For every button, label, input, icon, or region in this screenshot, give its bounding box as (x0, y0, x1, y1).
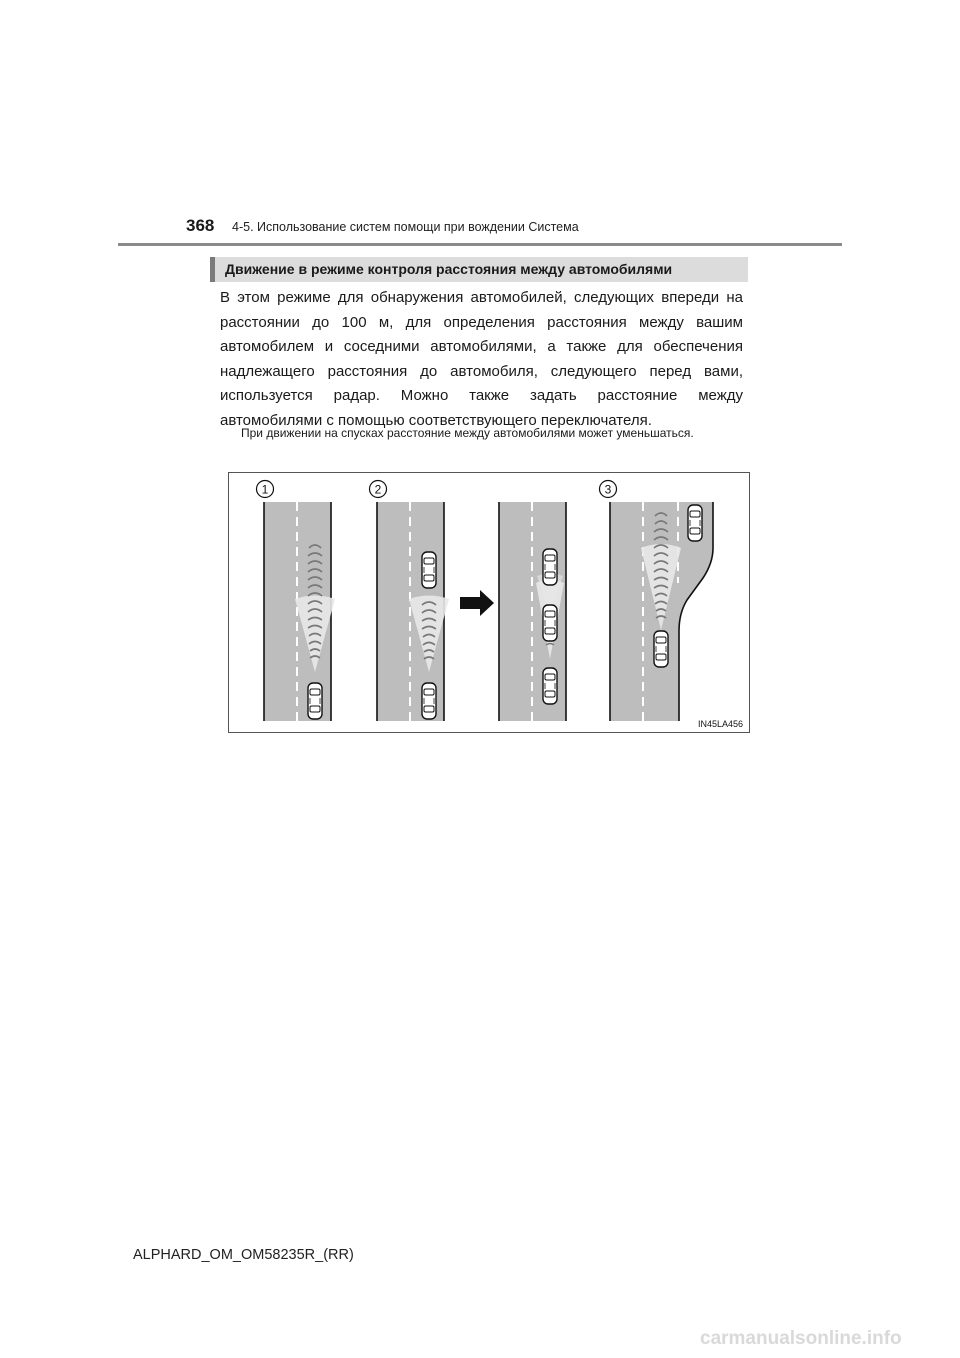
header-rule (118, 243, 842, 246)
marker-1 (257, 481, 274, 498)
illustration-svg (229, 473, 749, 732)
header-section-title: 4-5. Использование систем помощи при вождении Система (232, 220, 579, 234)
page-number: 368 (186, 216, 215, 235)
figure-code: IN45LA456 (697, 719, 743, 729)
section-heading: Движение в режиме контроля расстояния между автомобилями (210, 257, 748, 282)
marker-3 (600, 481, 617, 498)
svg-text:3: 3 (604, 482, 612, 497)
svg-text:2: 2 (374, 482, 382, 497)
body-paragraph: В этом режиме для обнаружения автомобилей, следующих впереди на расстоянии до 100 м, для определения расстояния между вашим автомобилем и соседними автомобилями, а также для обеспечения надлежащего расстояния до автомобиля, следующего перед вами, используется радар. Можно также задать расстояние между автомобилями с помощью соответствующего переключателя. (220, 289, 743, 429)
road-1 (264, 502, 335, 721)
road-3 (499, 502, 566, 721)
footer-watermark[interactable]: carmanualsonline.info (700, 1328, 902, 1349)
road-2 (377, 502, 449, 721)
footer-doc-code: ALPHARD_OM_OM58235R_(RR) (133, 1247, 354, 1263)
illustration-figure (228, 472, 750, 733)
svg-text:1: 1 (261, 482, 269, 497)
arrow-right-icon (460, 590, 494, 616)
marker-2 (370, 481, 387, 498)
note-paragraph: При движении на спусках расстояние между автомобилями может уменьшаться. (241, 426, 694, 440)
road-4 (610, 502, 713, 721)
